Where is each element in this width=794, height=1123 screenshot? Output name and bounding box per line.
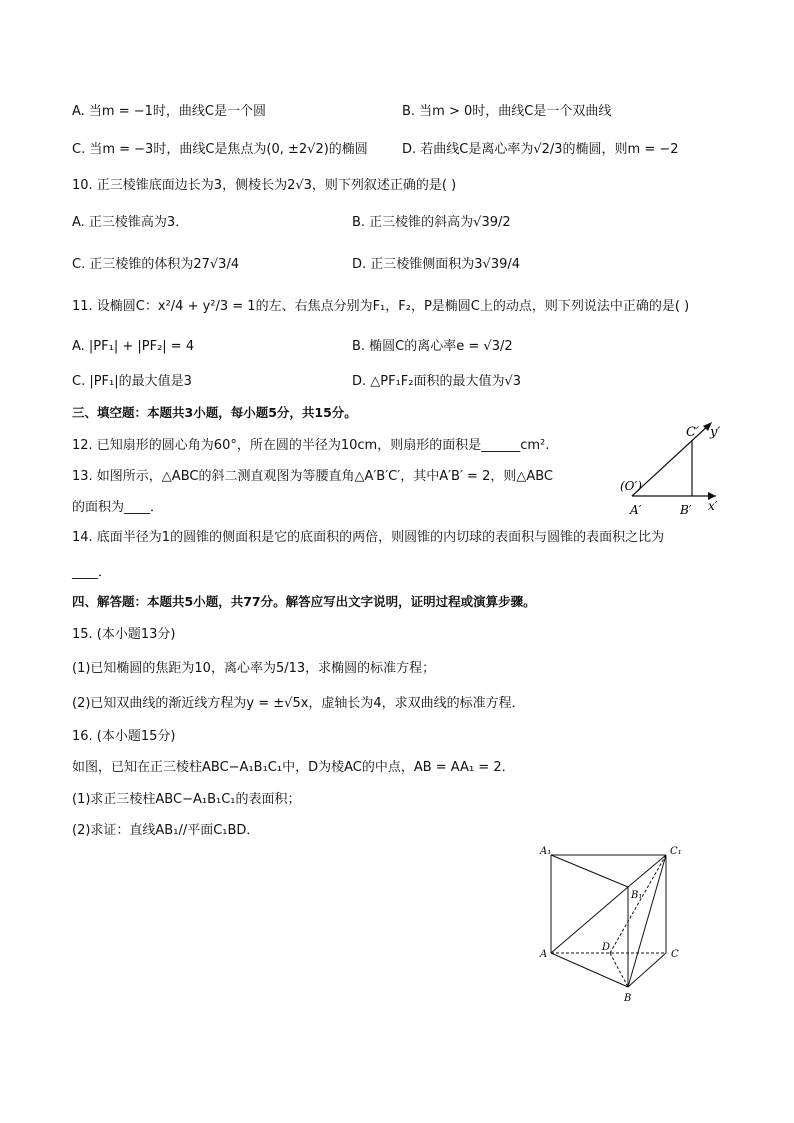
q16-part1: (1)求正三棱柱ABC−A₁B₁C₁的表面积；	[72, 792, 301, 807]
q13-line1: 13. 如图所示，△ABC的斜二测直观图为等腰直角△A′B′C′，其中A′B′ = 2，则△ABC	[72, 469, 554, 484]
fig16-label-b: B	[624, 993, 632, 1004]
fig13-label-a: A′	[630, 503, 642, 517]
q15-head: 15. (本小题13分)	[72, 627, 176, 642]
fig16-label-b1: B₁	[631, 890, 643, 901]
q14-line2: ____．	[72, 565, 112, 580]
q10-option-a: A. 正三棱锥高为3．	[72, 215, 189, 230]
fig16-label-a: A	[540, 949, 548, 960]
q11-stem: 11. 设椭圆C：x²/4 + y²/3 = 1的左、右焦点分别为F₁，F₂，P是椭圆C上的动点，则下列说法中正确的是( )	[72, 299, 690, 314]
q13-line2: 的面积为____．	[72, 500, 164, 515]
q16-prism-figure	[532, 838, 700, 1010]
q11-option-d: D. △PF₁F₂面积的最大值为√3	[352, 374, 522, 389]
q16-head: 16. (本小题15分)	[72, 729, 176, 744]
fig16-label-a1: A₁	[540, 846, 552, 857]
q12-text: 12. 已知扇形的圆心角为60°，所在圆的半径为10cm，则扇形的面积是______cm².	[72, 438, 550, 453]
fig13-label-y: y′	[710, 425, 721, 440]
q16-stem: 如图，已知在正三棱柱ABC−A₁B₁C₁中，D为棱AC的中点，AB = AA₁ = 2．	[72, 760, 515, 775]
q10-stem: 10. 正三棱锥底面边长为3，侧棱长为2√3，则下列叙述正确的是( )	[72, 178, 457, 193]
fig13-label-b: B′	[680, 503, 692, 517]
q11-option-c: C. |PF₁|的最大值是3	[72, 374, 192, 389]
q11-option-b: B. 椭圆C的离心率e = √3/2	[352, 339, 513, 354]
q10-option-b: B. 正三棱锥的斜高为√39/2	[352, 215, 511, 230]
q10-option-d: D. 正三棱锥侧面积为3√39/4	[352, 257, 521, 272]
section-4-heading: 四、解答题：本题共5小题，共77分。解答应写出文字说明，证明过程或演算步骤。	[72, 594, 536, 609]
q13-figure	[612, 418, 724, 520]
q15-part1: (1)已知椭圆的焦距为10，离心率为5/13，求椭圆的标准方程；	[72, 661, 436, 676]
fig13-label-c: C′	[686, 425, 699, 440]
fig16-label-c1: C₁	[670, 846, 682, 857]
q16-part2: (2)求证：直线AB₁//平面C₁BD．	[72, 823, 260, 838]
q9-option-b: B. 当m > 0时，曲线C是一个双曲线	[402, 104, 612, 119]
q15-part2: (2)已知双曲线的渐近线方程为y = ±√5x，虚轴长为4，求双曲线的标准方程．	[72, 696, 525, 711]
q9-option-d: D. 若曲线C是离心率为√2/3的椭圆，则m = −2	[402, 142, 679, 157]
q14-line1: 14. 底面半径为1的圆锥的侧面积是它的底面积的两倍，则圆锥的内切球的表面积与圆锥的表面积之比为	[72, 530, 665, 545]
fig13-label-x: x′	[708, 499, 718, 513]
fig16-label-d: D	[602, 942, 611, 953]
q11-option-a: A. |PF₁| + |PF₂| = 4	[72, 339, 195, 354]
q10-option-c: C. 正三棱锥的体积为27√3/4	[72, 257, 240, 272]
q9-option-c: C. 当m = −3时，曲线C是焦点为(0, ±2√2)的椭圆	[72, 142, 368, 157]
section-3-heading: 三、填空题：本题共3小题，每小题5分，共15分。	[72, 405, 357, 420]
fig16-label-c: C	[671, 949, 679, 960]
fig13-label-o: (O′)	[620, 479, 642, 493]
q9-option-a: A. 当m = −1时，曲线C是一个圆	[72, 104, 266, 119]
